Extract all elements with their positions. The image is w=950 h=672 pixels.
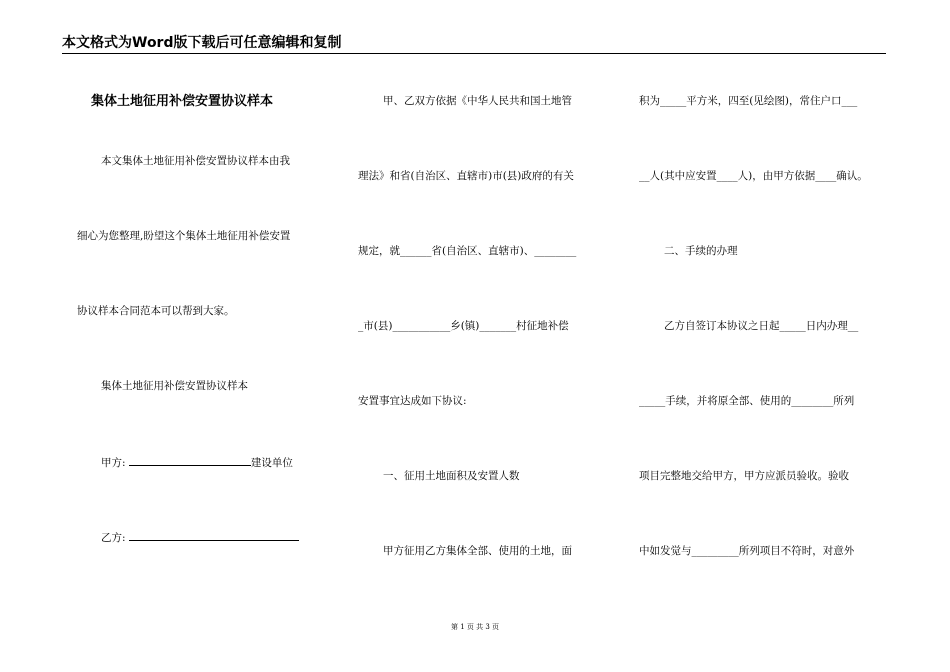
paragraph-line: _____手续，并将原全部、使用的________所列 bbox=[639, 395, 855, 407]
page-number: 第 1 页 共 3 页 bbox=[450, 623, 500, 631]
header-text: 本文格式为Word版下载后可任意编辑和复制 bbox=[62, 35, 342, 51]
section-heading: 集体土地征用补偿安置协议样本 bbox=[101, 380, 248, 392]
party-a-suffix: 建设单位 bbox=[250, 457, 293, 469]
section-heading: 二、手续的办理 bbox=[664, 245, 738, 257]
paragraph-line: 项目完整地交给甲方，甲方应派员验收。验收 bbox=[639, 470, 849, 482]
party-a-blank bbox=[129, 454, 251, 466]
document-title: 集体土地征用补偿安置协议样本 bbox=[91, 94, 274, 109]
paragraph-line: 积为_____平方米，四至(见绘图)，常住户口___ bbox=[639, 95, 858, 107]
party-a-line bbox=[101, 454, 293, 470]
paragraph-line: 协议样本合同范本可以帮到大家。 bbox=[77, 305, 235, 317]
paragraph-line: 中如发觉与_________所列项目不符时，对意外 bbox=[639, 545, 855, 557]
party-b-label: 乙方: bbox=[101, 532, 129, 544]
paragraph-line: 甲、乙双方依据《中华人民共和国土地管 bbox=[383, 95, 572, 107]
party-b-blank bbox=[129, 529, 299, 541]
paragraph-line: 细心为您整理,盼望这个集体土地征用补偿安置 bbox=[77, 230, 291, 242]
paragraph-line: 理法》和省(自治区、直辖市)市(县)政府的有关 bbox=[358, 170, 574, 182]
paragraph-line: 安置事宜达成如下协议: bbox=[358, 395, 467, 407]
paragraph-line: _市(县)___________乡(镇)_______村征地补偿 bbox=[358, 320, 569, 332]
section-heading: 一、征用土地面积及安置人数 bbox=[383, 470, 520, 482]
paragraph-line: 本文集体土地征用补偿安置协议样本由我 bbox=[101, 155, 290, 167]
document-header bbox=[62, 34, 886, 54]
paragraph-line: 规定，就______省(自治区、直辖市)、________ bbox=[358, 245, 577, 257]
paragraph-line: 乙方自签订本协议之日起_____日内办理__ bbox=[664, 320, 859, 332]
party-a-label: 甲方: bbox=[101, 457, 129, 469]
paragraph-line: 甲方征用乙方集体全部、使用的土地，面 bbox=[383, 545, 572, 557]
paragraph-line: __人(其中应安置____人)，由甲方依据____确认。 bbox=[639, 170, 868, 182]
party-b-line bbox=[101, 529, 299, 545]
